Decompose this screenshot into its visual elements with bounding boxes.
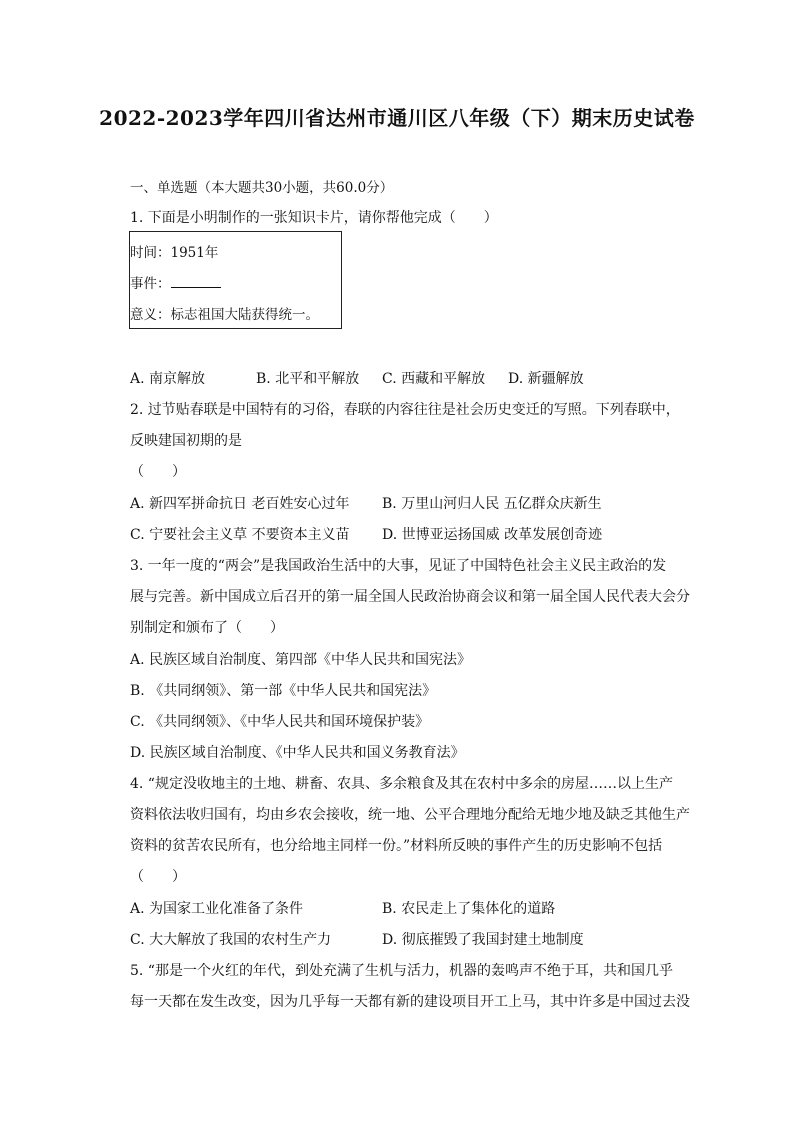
card-event-label: 事件： bbox=[130, 276, 171, 292]
q4-paren: （ ） bbox=[130, 869, 186, 885]
q2-line-1: 2. 过节贴春联是中国特有的习俗，春联的内容往往是社会历史变迁的写照。下列春联中， bbox=[130, 402, 680, 418]
q2-option-a: A. 新四军拼命抗日 老百姓安心过年 bbox=[130, 496, 350, 512]
q5-line-1: 5. “那是一个火红的年代，到处充满了生机与活力，机器的轰鸣声不绝于耳，共和国几乎 bbox=[130, 963, 673, 979]
q3-line-3: 别制定和颁布了（ ） bbox=[130, 620, 284, 636]
q4-option-c: C. 大大解放了我国的农村生产力 bbox=[130, 932, 332, 948]
q3-option-c: C. 《共同纲领》、《中华人民共和国环境保护装》 bbox=[130, 714, 430, 730]
q3-option-a: A. 民族区域自治制度、第四部《中华人民共和国宪法》 bbox=[130, 652, 472, 668]
page-title: 2022-2023学年四川省达州市通川区八年级（下）期末历史试卷 bbox=[99, 106, 695, 130]
q1-option-d: D. 新疆解放 bbox=[508, 371, 584, 387]
q4-line-3: 资料的贫苦农民所有，也分给地主同样一份。”材料所反映的事件产生的历史影响不包括 bbox=[130, 838, 663, 854]
q2-option-c: C. 宁要社会主义草 不要资本主义苗 bbox=[130, 527, 350, 543]
q2-line-2: 反映建国初期的是 bbox=[130, 433, 242, 449]
q2-paren: （ ） bbox=[130, 464, 186, 480]
q4-option-d: D. 彻底摧毁了我国封建土地制度 bbox=[382, 932, 584, 948]
q1-option-c: C. 西藏和平解放 bbox=[382, 371, 486, 387]
card-event-blank bbox=[171, 275, 221, 288]
q5-line-2: 每一天都在发生改变，因为几乎每一天都有新的建设项目开工上马，其中许多是中国过去没 bbox=[130, 994, 690, 1010]
q1-option-a: A. 南京解放 bbox=[130, 371, 206, 387]
q3-option-b: B. 《共同纲领》、第一部《中华人民共和国宪法》 bbox=[130, 683, 437, 699]
q2-option-b: B. 万里山河归人民 五亿群众庆新生 bbox=[382, 496, 602, 512]
q3-line-1: 3. 一年一度的“两会”是我国政治生活中的大事，见证了中国特色社会主义民主政治的发 bbox=[130, 558, 667, 574]
section-heading: 一、单选题（本大题共30小题，共60.0分） bbox=[130, 180, 394, 196]
q3-line-2: 展与完善。新中国成立后召开的第一届全国人民政治协商会议和第一届全国人民代表大会分 bbox=[130, 589, 690, 605]
q1-option-b: B. 北平和平解放 bbox=[256, 371, 360, 387]
q2-option-d: D. 世博亚运扬国威 改革发展创奇迹 bbox=[382, 527, 603, 543]
q4-option-b: B. 农民走上了集体化的道路 bbox=[382, 901, 556, 917]
q4-line-2: 资料依法收归国有，均由乡农会接收，统一地、公平合理地分配给无地少地及缺乏其他生产 bbox=[130, 807, 690, 823]
q3-option-d: D. 民族区域自治制度、《中华人民共和国义务教育法》 bbox=[130, 745, 465, 761]
card-time: 时间：1951年 bbox=[130, 245, 219, 261]
card-event bbox=[130, 272, 221, 292]
q4-line-1: 4. “规定没收地主的土地、耕畜、农具、多余粮食及其在农村中多余的房屋……以上生产 bbox=[130, 776, 673, 792]
q1-stem: 1. 下面是小明制作的一张知识卡片，请你帮他完成（ ） bbox=[130, 210, 498, 226]
card-meaning: 意义：标志祖国大陆获得统一。 bbox=[130, 307, 319, 323]
q4-option-a: A. 为国家工业化准备了条件 bbox=[130, 901, 304, 917]
